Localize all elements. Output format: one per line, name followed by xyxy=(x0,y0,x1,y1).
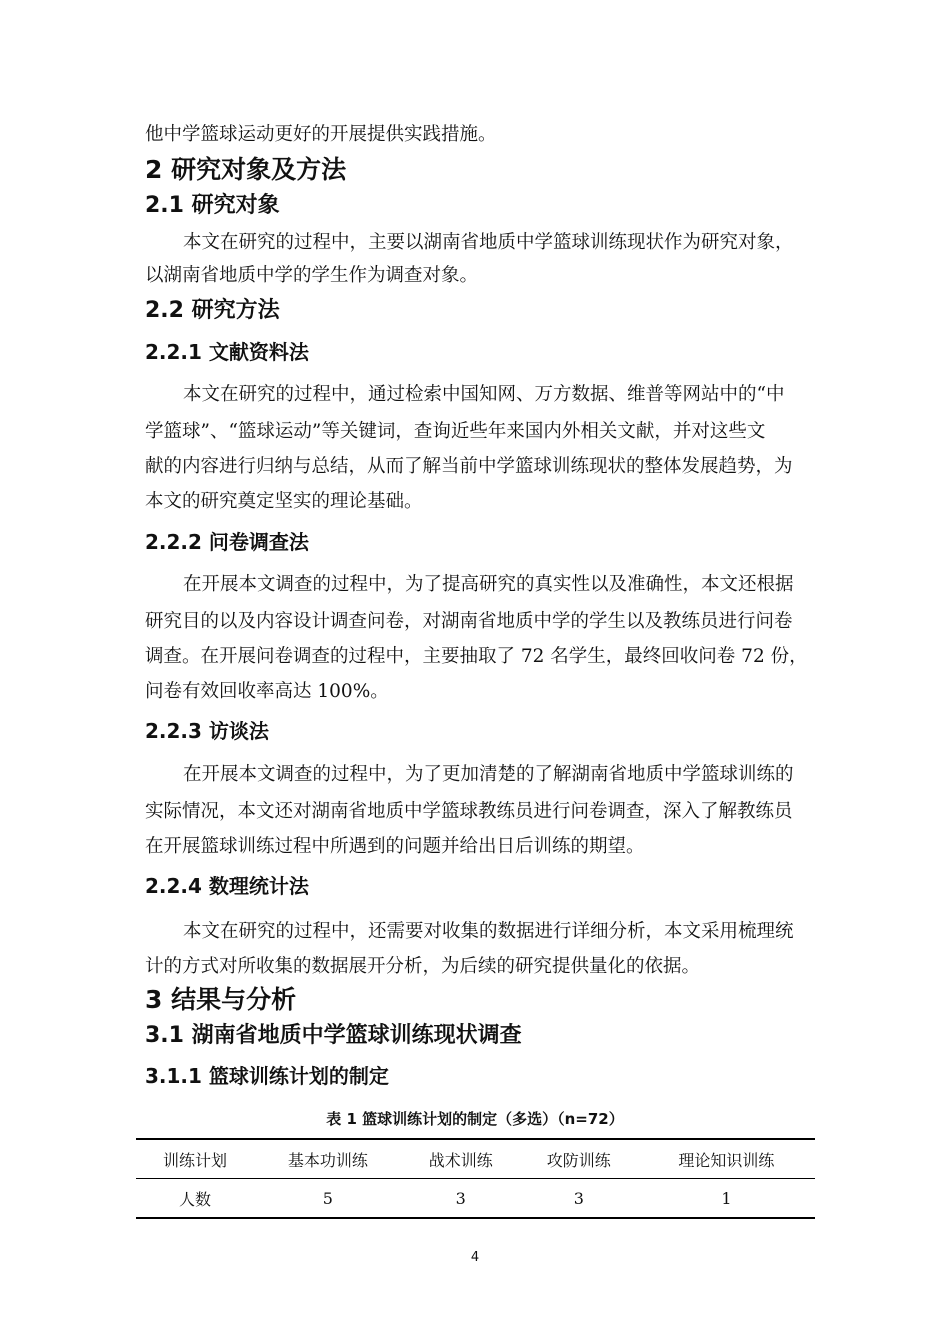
table-cell: 5 xyxy=(322,1188,333,1208)
paragraph-line: 本文在研究的过程中，通过检索中国知网、万方数据、维普等网站中的“中 xyxy=(183,384,785,405)
paragraph-line: 研究目的以及内容设计调查问卷，对湖南省地质中学的学生以及教练员进行问卷 xyxy=(145,611,793,632)
section-heading: 3 结果与分析 xyxy=(145,985,297,1014)
subsubsection-heading: 2.2.3 访谈法 xyxy=(145,719,269,743)
paragraph-line: 以湖南省地质中学的学生作为调查对象。 xyxy=(145,265,479,286)
table-row xyxy=(136,1179,815,1219)
subsubsection-heading: 2.2.1 文献资料法 xyxy=(145,340,309,364)
table-caption: 表 1 篮球训练计划的制定（多选）（n=72） xyxy=(326,1110,624,1128)
paragraph-line: 在开展本文调查的过程中，为了更加清楚的了解湖南省地质中学篮球训练的 xyxy=(183,764,794,785)
table-cell: 1 xyxy=(721,1188,732,1208)
table-header-cell: 战术训练 xyxy=(428,1150,493,1170)
subsection-heading: 2.2 研究方法 xyxy=(145,298,280,323)
table-cell: 3 xyxy=(573,1188,584,1208)
paragraph-line: 本文的研究奠定坚实的理论基础。 xyxy=(145,491,423,512)
table-header-cell: 训练计划 xyxy=(163,1150,228,1170)
page-number: 4 xyxy=(470,1250,480,1265)
paragraph-line: 在开展本文调查的过程中，为了提高研究的真实性以及准确性，本文还根据 xyxy=(183,574,794,595)
table-cell: 3 xyxy=(455,1188,466,1208)
table-cell: 人数 xyxy=(179,1189,212,1209)
paragraph-line: 计的方式对所收集的数据展开分析，为后续的研究提供量化的依据。 xyxy=(145,956,701,977)
paragraph-line: 实际情况，本文还对湖南省地质中学篮球教练员进行问卷调查，深入了解教练员 xyxy=(145,801,793,822)
subsubsection-heading: 2.2.4 数理统计法 xyxy=(145,874,309,898)
paragraph-line: 调查。在开展问卷调查的过程中，主要抽取了 72 名学生，最终回收问卷 72 份， xyxy=(145,646,808,667)
table-header-cell: 理论知识训练 xyxy=(678,1150,775,1170)
subsubsection-heading: 2.2.2 问卷调查法 xyxy=(145,530,309,554)
paragraph-line: 本文在研究的过程中，还需要对收集的数据进行详细分析，本文采用梳理统 xyxy=(183,921,794,942)
subsection-heading: 3.1 湖南省地质中学篮球训练现状调查 xyxy=(145,1023,522,1048)
subsection-heading: 2.1 研究对象 xyxy=(145,193,280,218)
table-header-row xyxy=(136,1139,815,1179)
training-plan-table xyxy=(136,1138,815,1219)
paragraph-line: 问卷有效回收率高达 100%。 xyxy=(145,681,389,702)
subsubsection-heading: 3.1.1 篮球训练计划的制定 xyxy=(145,1064,389,1088)
paragraph-line: 学篮球”、“篮球运动”等关键词，查询近些年来国内外相关文献，并对这些文 xyxy=(145,421,766,442)
paragraph-line: 在开展篮球训练过程中所遇到的问题并给出日后训练的期望。 xyxy=(145,836,645,857)
table-header-cell: 攻防训练 xyxy=(546,1150,611,1170)
section-heading: 2 研究对象及方法 xyxy=(145,155,347,184)
paragraph-line: 他中学篮球运动更好的开展提供实践措施。 xyxy=(145,124,497,145)
paragraph-line: 本文在研究的过程中，主要以湖南省地质中学篮球训练现状作为研究对象， xyxy=(183,232,794,253)
paragraph-line: 献的内容进行归纳与总结，从而了解当前中学篮球训练现状的整体发展趋势，为 xyxy=(145,456,793,477)
table-header-cell: 基本功训练 xyxy=(287,1150,368,1170)
